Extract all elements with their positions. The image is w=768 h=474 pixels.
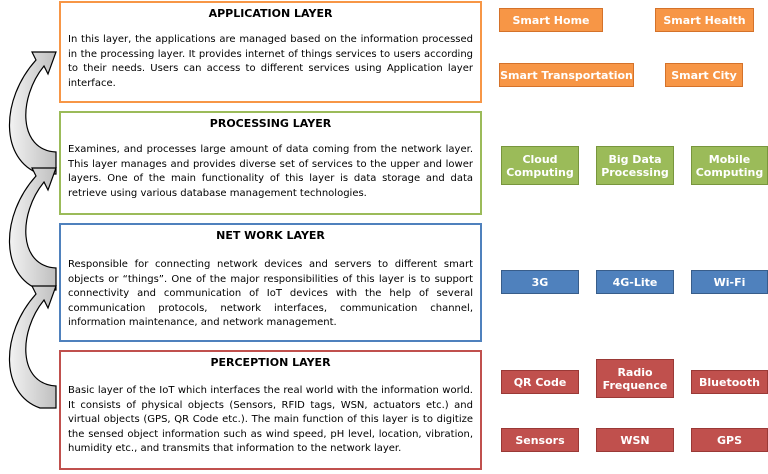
perception-layer-title: PERCEPTION LAYER <box>210 356 331 369</box>
chip-4g-lite: 4G-Lite <box>596 270 674 294</box>
arrow-network-to-application <box>9 52 56 174</box>
perception-layer-description: Basic layer of the IoT which interfaces the real world with the information world. It consists of physical objects (Sensors, RFID tags, WSN, actuators etc.) and virtual objects (GPS, QR Code etc.). The main function of this layer is to digitize the sensed object information such as wind speed, pH level, location, vibration, humidity etc., and transmits that information to the network layer. <box>68 385 473 455</box>
perception-layer-box <box>59 350 482 470</box>
network-layer-title: NET WORK LAYER <box>216 229 325 242</box>
processing-layer-box <box>59 111 482 215</box>
chip-gps: GPS <box>691 428 768 452</box>
processing-layer-description: Examines, and processes large amount of data coming from the network layer. This layer manages and provides diverse set of services to the upper and lower layers. One of the main functionality of this layer is data storage and data retrieve using various database management technologies. <box>68 144 473 199</box>
arrow-bottom-to-network <box>9 286 56 408</box>
chip-mobile-computing: Mobile Computing <box>691 146 768 185</box>
chip-smart-home: Smart Home <box>499 8 603 32</box>
chip-wsn: WSN <box>596 428 674 452</box>
chip-qr-code: QR Code <box>501 370 579 394</box>
chip-smart-health: Smart Health <box>655 8 754 32</box>
network-layer-box <box>59 223 482 342</box>
chip-smart-city: Smart City <box>665 63 743 87</box>
network-layer-description: Responsible for connecting network devices and servers to different smart objects or “things”. One of the major responsibilities of this layer is to support connectivity and communication of IoT devices with the help of several communication protocols, network interfaces, communication channel, information maintenance, and network management. <box>68 259 473 329</box>
processing-layer-title: PROCESSING LAYER <box>209 117 332 130</box>
chip-3g: 3G <box>501 270 579 294</box>
chip-bluetooth: Bluetooth <box>691 370 768 394</box>
application-layer-description: In this layer, the applications are managed based on the information processed in the processing layer. It provides internet of things services to users according to their needs. Users can access to different services using Application layer interface. <box>68 34 473 89</box>
application-layer-title: APPLICATION LAYER <box>208 7 333 20</box>
chip-smart-transportation: Smart Transportation <box>499 63 634 87</box>
chip-cloud-computing: Cloud Computing <box>501 146 579 185</box>
chip-wi-fi: Wi-Fi <box>691 270 768 294</box>
chip-sensors: Sensors <box>501 428 579 452</box>
chip-radio-frequence: Radio Frequence <box>596 359 674 398</box>
chip-big-data-processing: Big Data Processing <box>596 146 674 185</box>
application-layer-box <box>59 1 482 103</box>
arrow-perception-to-processing <box>9 168 56 290</box>
